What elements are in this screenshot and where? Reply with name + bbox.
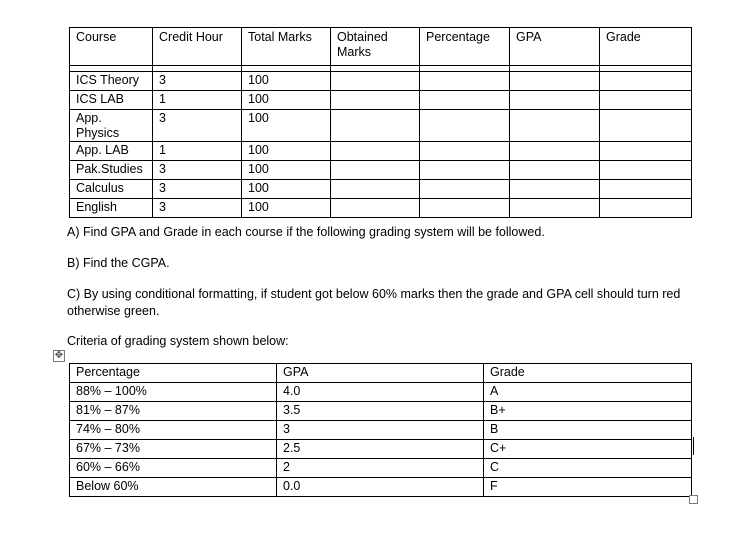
table-cell: App. Physics [70,110,153,142]
table-cell: 1 [153,142,242,161]
header-cell: Grade [484,364,692,383]
table-cell: 100 [242,180,331,199]
table-cell: A [484,383,692,402]
table-cell [331,180,420,199]
table-cell [510,142,600,161]
header-cell: Percentage [420,28,510,66]
table-cell: Below 60% [70,478,277,497]
table-row [70,421,692,440]
table-cell: 4.0 [277,383,484,402]
table-cell [510,72,600,91]
table-cell [420,180,510,199]
grading-table [69,363,692,497]
table-cell [420,161,510,180]
table-cell [331,110,420,142]
criteria-heading: Criteria of grading system shown below: [67,334,289,348]
table-cell: 3 [277,421,484,440]
table-cell: B+ [484,402,692,421]
header-cell: Grade [600,28,692,66]
table-cell [331,72,420,91]
table-cell: 60% – 66% [70,459,277,478]
table-cell [600,91,692,110]
table-cell: 2 [277,459,484,478]
table-row [70,161,692,180]
table-cell: 100 [242,142,331,161]
table-cell: 100 [242,91,331,110]
instruction-c: C) By using conditional formatting, if student got below 60% marks then the grade and GPA cell should turn red otherwise green. [67,287,681,318]
table-cell [600,142,692,161]
instruction-a: A) Find GPA and Grade in each course if the following grading system will be followed. [67,225,545,239]
table-cell: 0.0 [277,478,484,497]
grading-table-header [70,364,692,383]
table-cell: 3 [153,110,242,142]
header-cell: Percentage [70,364,277,383]
table-cell: 3.5 [277,402,484,421]
table-row [70,110,692,142]
table-row [70,459,692,478]
table-row [70,478,692,497]
table-cell: 3 [153,180,242,199]
header-cell: Total Marks [242,28,331,66]
table-row [70,402,692,421]
table-cell [420,110,510,142]
course-table [69,27,692,218]
table-cell: 3 [153,72,242,91]
table-cell: C+ [484,440,692,459]
table-cell: App. LAB [70,142,153,161]
table-row [70,142,692,161]
resize-handle-icon[interactable] [689,495,698,504]
table-cell: 74% – 80% [70,421,277,440]
table-cell [600,161,692,180]
table-cell [331,91,420,110]
table-cell: Calculus [70,180,153,199]
header-cell: Obtained Marks [331,28,420,66]
table-cell [510,180,600,199]
header-cell: GPA [510,28,600,66]
instruction-b: B) Find the CGPA. [67,256,170,270]
table-cell: 3 [153,161,242,180]
table-row [70,91,692,110]
table-row [70,383,692,402]
table-cell [510,91,600,110]
course-table-header [70,28,692,66]
table-cell: F [484,478,692,497]
table-cell: ICS LAB [70,91,153,110]
table-cell [510,199,600,218]
table-cell: ICS Theory [70,72,153,91]
table-cell: C [484,459,692,478]
table-cell [600,180,692,199]
table-cell: English [70,199,153,218]
header-cell: Credit Hour [153,28,242,66]
table-cell [420,91,510,110]
table-cell [331,161,420,180]
table-cell [420,72,510,91]
table-cell [600,72,692,91]
table-row [70,440,692,459]
table-row [70,180,692,199]
table-row [70,72,692,91]
table-cell: 1 [153,91,242,110]
table-border-fragment [693,437,694,455]
table-cell [420,142,510,161]
table-cell [331,199,420,218]
table-cell [600,199,692,218]
table-cell: Pak.Studies [70,161,153,180]
table-cell: 3 [153,199,242,218]
table-cell [331,142,420,161]
table-cell: 67% – 73% [70,440,277,459]
table-cell [420,199,510,218]
table-cell: 100 [242,161,331,180]
table-row [70,199,692,218]
table-cell: 100 [242,199,331,218]
table-cell [600,110,692,142]
table-cell [510,161,600,180]
table-cell: 2.5 [277,440,484,459]
table-cell: 81% – 87% [70,402,277,421]
table-cell: 88% – 100% [70,383,277,402]
header-cell: Course [70,28,153,66]
move-handle-icon[interactable]: ✥ [54,350,64,361]
table-cell: 100 [242,72,331,91]
header-cell: GPA [277,364,484,383]
table-cell: 100 [242,110,331,142]
table-cell: B [484,421,692,440]
table-cell [510,110,600,142]
